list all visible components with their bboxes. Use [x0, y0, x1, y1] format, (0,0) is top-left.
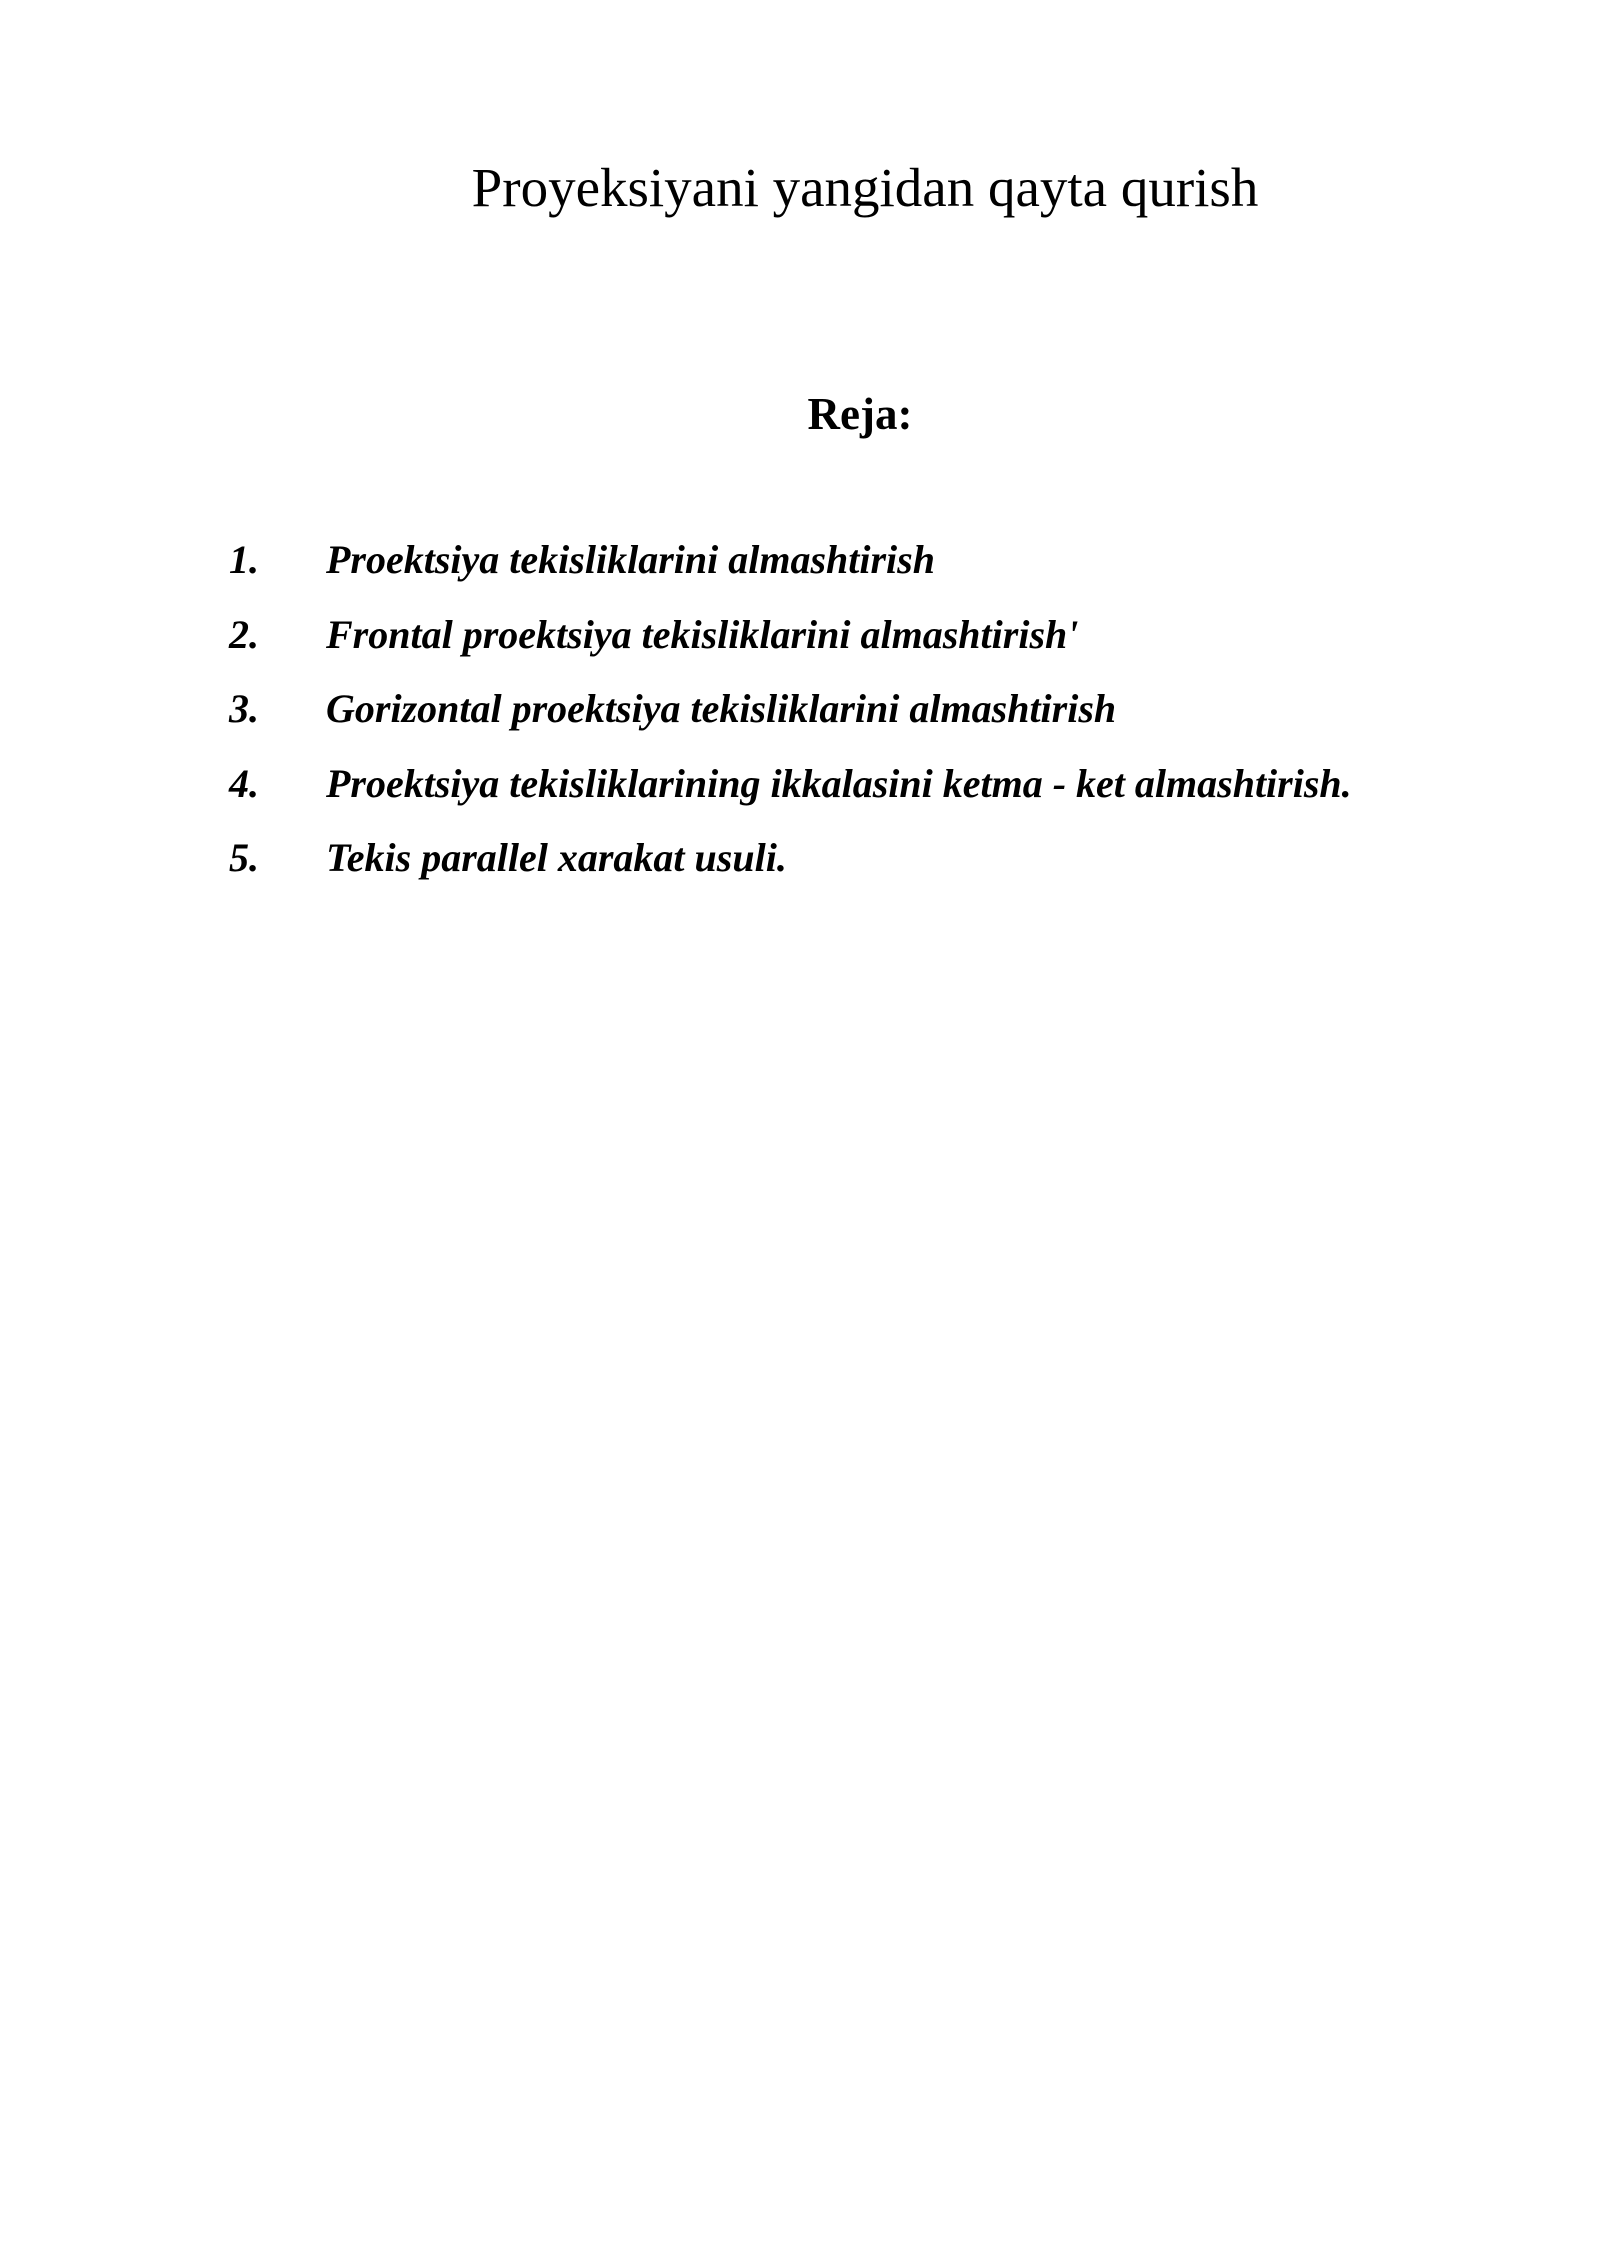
plan-list [229, 528, 1529, 901]
list-item-text: Gorizontal proektsiya tekisliklarini almashtirish [326, 686, 1117, 731]
list-item-text: Proektsiya tekisliklarini almashtirish [326, 537, 935, 582]
list-item-text: Tekis parallel xarakat usuli. [326, 835, 787, 880]
list-item-text: Proektsiya tekisliklarining ikkalasini ketma - ket almashtirish. [326, 760, 1352, 806]
list-item-number: 5. [229, 835, 259, 880]
list-item [229, 528, 1529, 603]
list-item [229, 603, 1529, 678]
list-item-number: 2. [229, 611, 259, 657]
plan-heading: Reja: [807, 389, 913, 439]
list-item-number: 3. [229, 686, 259, 731]
document-title: Proyeksiyani yangidan qayta qurish [471, 157, 1259, 218]
list-item-text: Frontal proektsiya tekisliklarini almashtirish' [326, 611, 1079, 657]
list-item [229, 826, 1529, 901]
list-item-number: 1. [229, 537, 259, 582]
list-item [229, 677, 1529, 752]
list-item [229, 752, 1529, 827]
list-item-number: 4. [229, 760, 259, 806]
